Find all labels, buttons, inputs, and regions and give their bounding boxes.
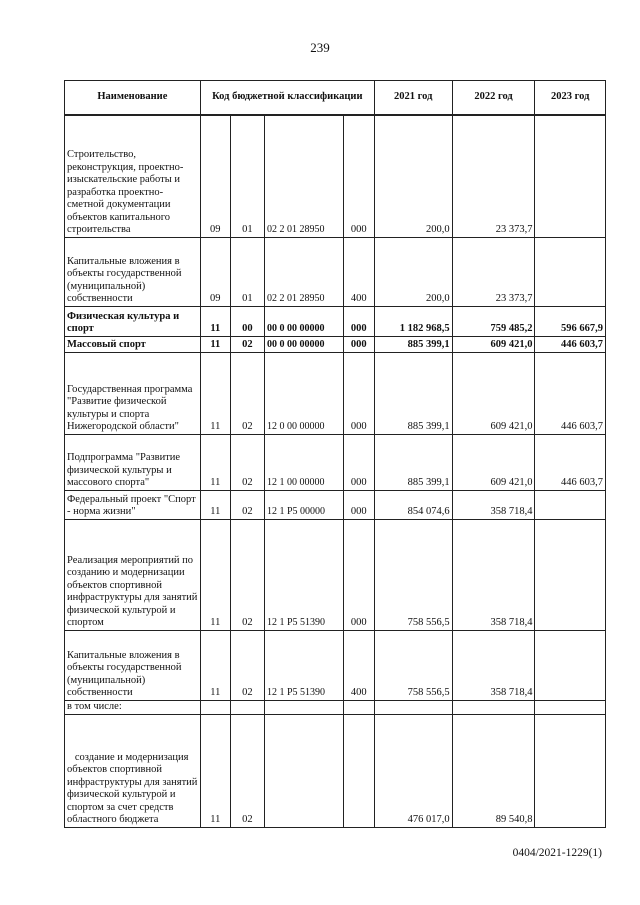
row-name: Реализация мероприятий по созданию и модернизации объектов спортивной инфраструктуры для занятий физической культурой и спортом <box>65 519 201 630</box>
row-subsection <box>230 700 264 714</box>
row-expense-type <box>343 700 374 714</box>
row-subsection: 02 <box>230 490 264 519</box>
row-target-article: 02 2 01 28950 <box>264 237 343 306</box>
row-name: Государственная программа "Развитие физической культуры и спорта Нижегородской области" <box>65 352 201 434</box>
row-name: Федеральный проект "Спорт - норма жизни" <box>65 490 201 519</box>
row-expense-type: 000 <box>343 519 374 630</box>
row-2023: 596 667,9 <box>535 306 606 336</box>
row-section <box>200 700 230 714</box>
row-2021: 854 074,6 <box>374 490 452 519</box>
row-subsection: 02 <box>230 519 264 630</box>
row-expense-type: 000 <box>343 115 374 237</box>
row-section: 11 <box>200 630 230 700</box>
row-target-article: 12 0 00 00000 <box>264 352 343 434</box>
header-code: Код бюджетной классификации <box>200 81 374 116</box>
row-subsection: 00 <box>230 306 264 336</box>
row-2022: 358 718,4 <box>452 519 535 630</box>
row-target-article: 00 0 00 00000 <box>264 306 343 336</box>
row-name: Строительство, реконструкция, проектно-изыскательские работы и разработка проектно-сметной документации объектов капитального строительства <box>65 115 201 237</box>
table-row <box>65 115 606 237</box>
row-target-article: 12 1 P5 51390 <box>264 519 343 630</box>
row-2023 <box>535 519 606 630</box>
row-section: 11 <box>200 352 230 434</box>
row-expense-type: 000 <box>343 336 374 352</box>
table-row <box>65 519 606 630</box>
row-section: 11 <box>200 714 230 827</box>
row-2022: 609 421,0 <box>452 352 535 434</box>
row-2022: 23 373,7 <box>452 237 535 306</box>
row-section: 11 <box>200 434 230 490</box>
row-2021: 200,0 <box>374 237 452 306</box>
budget-table <box>64 80 606 828</box>
row-name: Подпрограмма "Развитие физической культуры и массового спорта" <box>65 434 201 490</box>
row-target-article: 00 0 00 00000 <box>264 336 343 352</box>
row-name: Физическая культура и спорт <box>65 306 201 336</box>
row-name: Массовый спорт <box>65 336 201 352</box>
row-section: 09 <box>200 237 230 306</box>
row-2023 <box>535 700 606 714</box>
row-target-article: 02 2 01 28950 <box>264 115 343 237</box>
row-section: 11 <box>200 306 230 336</box>
row-target-article: 12 1 P5 00000 <box>264 490 343 519</box>
table-row <box>65 237 606 306</box>
row-name: Капитальные вложения в объекты государственной (муниципальной) собственности <box>65 630 201 700</box>
row-target-article <box>264 700 343 714</box>
row-2021: 885 399,1 <box>374 336 452 352</box>
header-2021: 2021 год <box>374 81 452 116</box>
row-2022: 89 540,8 <box>452 714 535 827</box>
row-2023 <box>535 714 606 827</box>
row-2023: 446 603,7 <box>535 434 606 490</box>
row-expense-type <box>343 714 374 827</box>
row-subsection: 02 <box>230 352 264 434</box>
row-subsection: 02 <box>230 630 264 700</box>
table-row <box>65 306 606 336</box>
row-2021: 1 182 968,5 <box>374 306 452 336</box>
table-row <box>65 630 606 700</box>
row-2021: 758 556,5 <box>374 519 452 630</box>
row-subsection: 01 <box>230 115 264 237</box>
row-expense-type: 000 <box>343 306 374 336</box>
row-2022: 358 718,4 <box>452 630 535 700</box>
row-2022: 609 421,0 <box>452 434 535 490</box>
row-target-article: 12 1 00 00000 <box>264 434 343 490</box>
row-2023 <box>535 630 606 700</box>
row-2023 <box>535 237 606 306</box>
row-2021: 758 556,5 <box>374 630 452 700</box>
page-number: 239 <box>310 40 330 55</box>
row-expense-type: 400 <box>343 630 374 700</box>
row-expense-type: 000 <box>343 490 374 519</box>
row-name: создание и модернизация объектов спортивной инфраструктуры для занятий физической культурой и спортом за счет средств областного бюджета <box>65 714 201 827</box>
row-target-article <box>264 714 343 827</box>
table-row <box>65 700 606 714</box>
row-2023 <box>535 490 606 519</box>
header-2022: 2022 год <box>452 81 535 116</box>
header-name: Наименование <box>65 81 201 116</box>
row-subsection: 01 <box>230 237 264 306</box>
row-expense-type: 000 <box>343 352 374 434</box>
header-2023: 2023 год <box>535 81 606 116</box>
row-subsection: 02 <box>230 714 264 827</box>
row-2021 <box>374 700 452 714</box>
row-2022 <box>452 700 535 714</box>
table-row <box>65 336 606 352</box>
row-2021: 200,0 <box>374 115 452 237</box>
table-header-row <box>65 81 606 116</box>
row-section: 11 <box>200 336 230 352</box>
row-2022: 23 373,7 <box>452 115 535 237</box>
row-2022: 609 421,0 <box>452 336 535 352</box>
row-subsection: 02 <box>230 336 264 352</box>
row-section: 11 <box>200 519 230 630</box>
row-section: 11 <box>200 490 230 519</box>
row-2021: 476 017,0 <box>374 714 452 827</box>
row-section: 09 <box>200 115 230 237</box>
row-expense-type: 400 <box>343 237 374 306</box>
table-row <box>65 434 606 490</box>
row-2022: 759 485,2 <box>452 306 535 336</box>
row-2021: 885 399,1 <box>374 352 452 434</box>
row-2021: 885 399,1 <box>374 434 452 490</box>
table-row <box>65 714 606 827</box>
table-row <box>65 352 606 434</box>
row-target-article: 12 1 P5 51390 <box>264 630 343 700</box>
document-code: 0404/2021-1229(1) <box>512 847 602 859</box>
row-2023 <box>535 115 606 237</box>
row-subsection: 02 <box>230 434 264 490</box>
row-2022: 358 718,4 <box>452 490 535 519</box>
row-name: в том числе: <box>65 700 201 714</box>
table-row <box>65 490 606 519</box>
row-name: Капитальные вложения в объекты государственной (муниципальной) собственности <box>65 237 201 306</box>
row-2023: 446 603,7 <box>535 336 606 352</box>
row-2023: 446 603,7 <box>535 352 606 434</box>
row-expense-type: 000 <box>343 434 374 490</box>
